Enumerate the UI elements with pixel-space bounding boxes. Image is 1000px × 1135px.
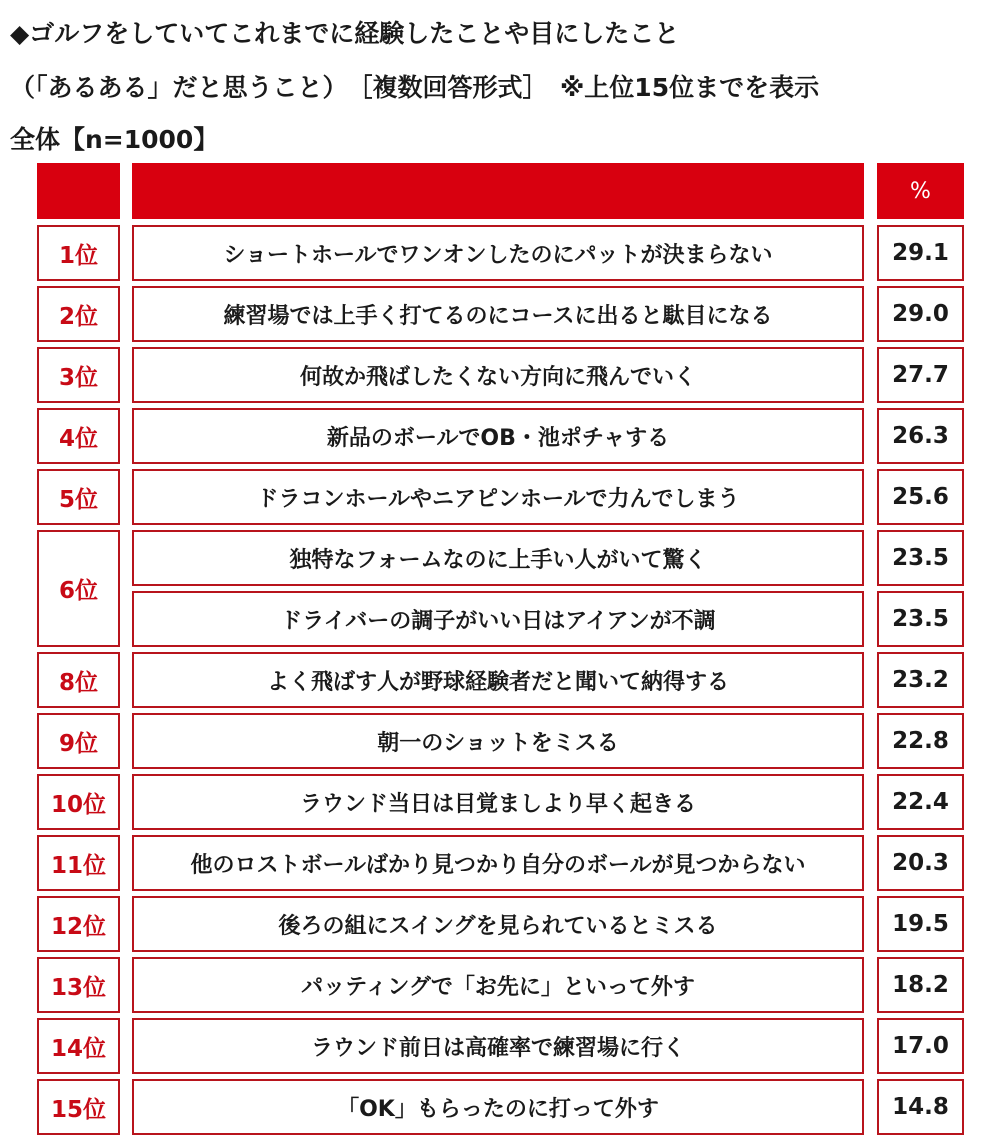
- item-label: 新品のボールでOB・池ポチャする: [132, 408, 864, 464]
- percent-value: 23.5: [877, 591, 964, 647]
- header-rank-cell: [37, 163, 120, 219]
- percent-value: 22.8: [877, 713, 964, 769]
- rank-cell: 10位: [37, 774, 120, 830]
- percent-value: 17.0: [877, 1018, 964, 1074]
- rank-cell: 3位: [37, 347, 120, 403]
- item-label: ドライバーの調子がいい日はアイアンが不調: [132, 591, 864, 647]
- rank-cell: 4位: [37, 408, 120, 464]
- percent-value: 19.5: [877, 896, 964, 952]
- percent-value: 29.1: [877, 225, 964, 281]
- rank-cell: 1位: [37, 225, 120, 281]
- item-label: 練習場では上手く打てるのにコースに出ると駄目になる: [132, 286, 864, 342]
- percent-value: 18.2: [877, 957, 964, 1013]
- percent-value: 14.8: [877, 1079, 964, 1135]
- item-label: 他のロストボールばかり見つかり自分のボールが見つからない: [132, 835, 864, 891]
- percent-value: 23.2: [877, 652, 964, 708]
- item-label: ショートホールでワンオンしたのにパットが決まらない: [132, 225, 864, 281]
- rank-cell: 14位: [37, 1018, 120, 1074]
- percent-value: 23.5: [877, 530, 964, 586]
- rank-cell: 8位: [37, 652, 120, 708]
- percent-value: 22.4: [877, 774, 964, 830]
- rank-cell: 13位: [37, 957, 120, 1013]
- chart-title: ◆ゴルフをしていてこれまでに経験したことや目にしたこと: [10, 19, 680, 48]
- rank-cell: 15位: [37, 1079, 120, 1135]
- item-label: 朝一のショットをミスる: [132, 713, 864, 769]
- percent-value: 20.3: [877, 835, 964, 891]
- rank-cell: 9位: [37, 713, 120, 769]
- chart-subtitle: （「あるある」だと思うこと） ［複数回答形式］ ※上位15位までを表示: [10, 73, 820, 102]
- percent-value: 25.6: [877, 469, 964, 525]
- item-label: 何故か飛ばしたくない方向に飛んでいく: [132, 347, 864, 403]
- rank-cell: 12位: [37, 896, 120, 952]
- rank-cell: 2位: [37, 286, 120, 342]
- header-item-cell: [132, 163, 864, 219]
- item-label: よく飛ばす人が野球経験者だと聞いて納得する: [132, 652, 864, 708]
- percent-value: 29.0: [877, 286, 964, 342]
- item-label: ラウンド当日は目覚ましより早く起きる: [132, 774, 864, 830]
- percent-value: 27.7: [877, 347, 964, 403]
- item-label: パッティングで「お先に」といって外す: [132, 957, 864, 1013]
- item-label: ラウンド前日は高確率で練習場に行く: [132, 1018, 864, 1074]
- rank-cell: 5位: [37, 469, 120, 525]
- item-label: ドラコンホールやニアピンホールで力んでしまう: [132, 469, 864, 525]
- item-label: 後ろの組にスイングを見られているとミスる: [132, 896, 864, 952]
- item-label: 「OK」もらったのに打って外す: [132, 1079, 864, 1135]
- percent-value: 26.3: [877, 408, 964, 464]
- rank-cell: 11位: [37, 835, 120, 891]
- sample-size-label: 全体【n=1000】: [10, 125, 219, 154]
- item-label: 独特なフォームなのに上手い人がいて驚く: [132, 530, 864, 586]
- rank-cell: 6位: [37, 530, 120, 647]
- header-percent-cell: %: [877, 163, 964, 219]
